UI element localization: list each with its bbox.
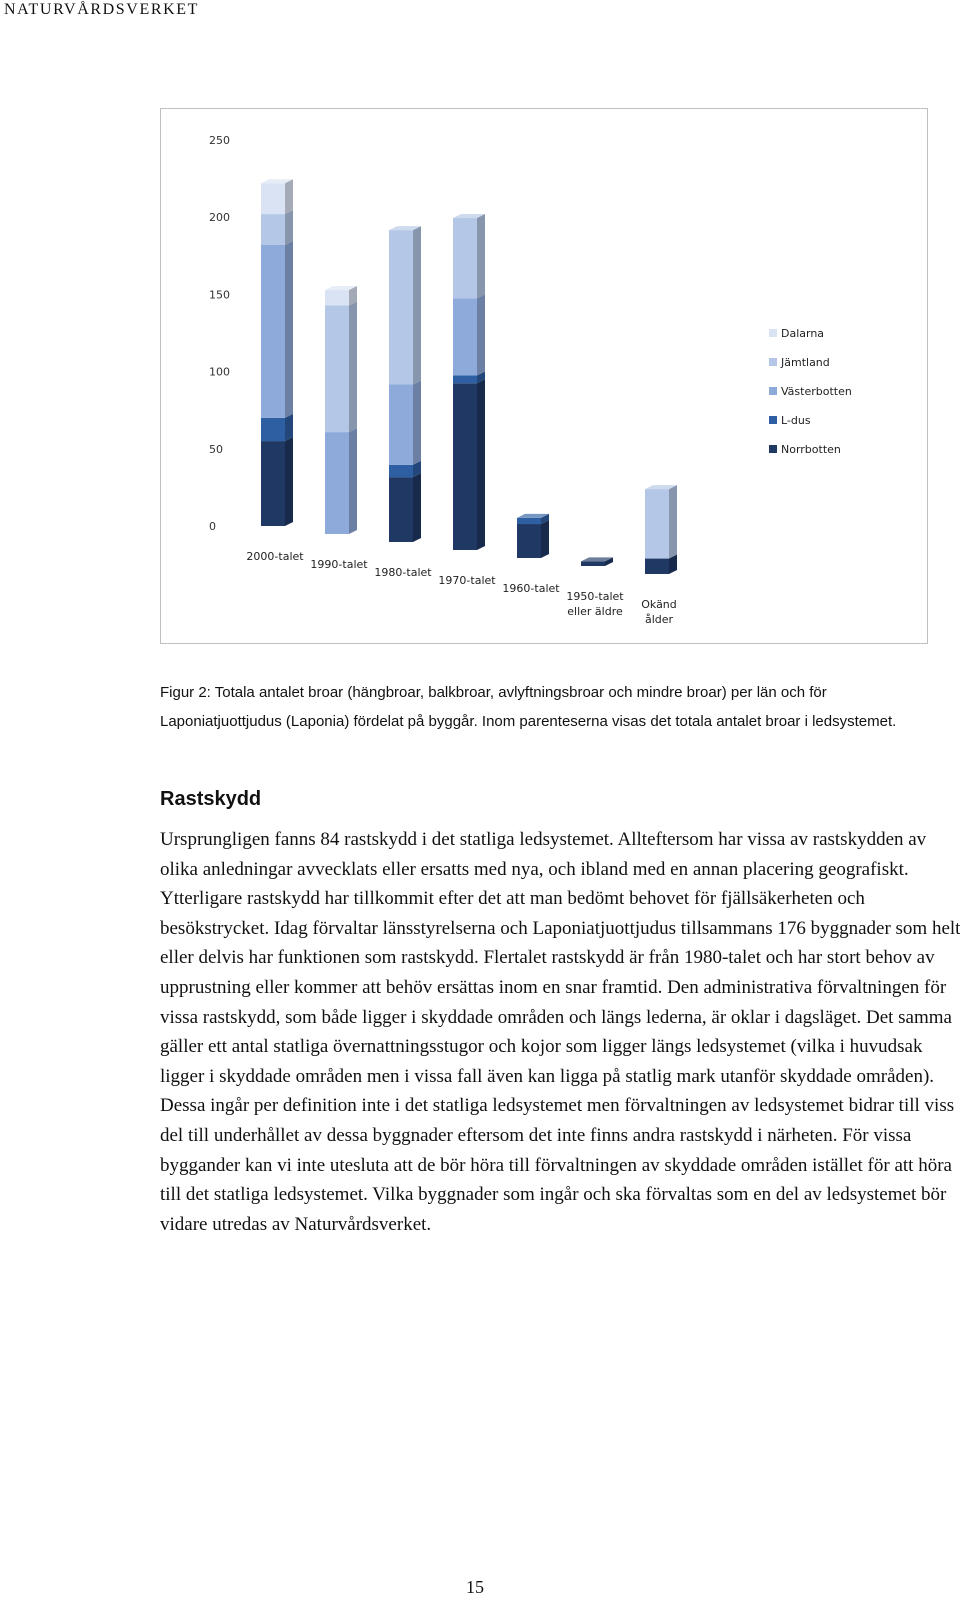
y-tick-label: 200 <box>209 211 230 225</box>
bar-segment <box>325 432 349 534</box>
y-tick-label: 50 <box>209 442 223 456</box>
bridge-age-chart <box>160 108 928 644</box>
bar-side <box>285 437 293 526</box>
bar-segment <box>517 518 541 524</box>
x-tick-label: ålder <box>644 613 674 626</box>
x-tick-label: 1980-talet <box>374 566 432 579</box>
bar-side <box>413 226 421 384</box>
bar-segment <box>453 376 477 384</box>
bar-side <box>413 381 421 465</box>
legend-swatch <box>769 329 777 337</box>
bar-side <box>349 301 357 432</box>
legend-label: Dalarna <box>781 327 825 340</box>
bar-side <box>285 241 293 418</box>
bar-segment <box>517 524 541 558</box>
bar-segment <box>261 441 285 526</box>
bar-segment <box>389 465 413 477</box>
x-tick-label: 2000-talet <box>246 550 304 563</box>
legend-swatch <box>769 358 777 366</box>
legend-label: Jämtland <box>781 356 830 369</box>
bar-side <box>669 485 677 558</box>
bar-side <box>349 428 357 534</box>
bar-side <box>541 520 549 558</box>
x-tick-label: eller äldre <box>567 605 623 618</box>
bar-segment <box>453 298 477 375</box>
legend-label: Norrbotten <box>781 443 841 456</box>
x-tick-label: 1950-talet <box>566 590 624 603</box>
bar-side <box>285 179 293 214</box>
bar-segment <box>389 230 413 384</box>
legend-swatch <box>769 387 777 395</box>
x-tick-label: 1990-talet <box>310 558 368 571</box>
bar-segment <box>453 218 477 298</box>
x-tick-label: 1970-talet <box>438 574 496 587</box>
bar-side <box>413 473 421 542</box>
chart-svg <box>161 109 927 643</box>
y-tick-label: 250 <box>209 134 230 147</box>
bar-side <box>477 294 485 375</box>
bar-segment <box>261 214 285 245</box>
bar-segment <box>325 290 349 305</box>
bar-segment <box>645 489 669 558</box>
document-header: NATURVÅRDSVERKET <box>4 1 199 18</box>
bar-side <box>285 414 293 441</box>
bar-segment <box>645 559 669 574</box>
bar-side <box>477 214 485 298</box>
bar-segment <box>389 385 413 465</box>
bar-segment <box>261 183 285 214</box>
bar-segment <box>453 383 477 550</box>
bar-segment <box>389 477 413 542</box>
legend-swatch <box>769 445 777 453</box>
legend-label: L-dus <box>781 414 811 427</box>
bar-segment <box>581 561 605 566</box>
bar-segment <box>261 418 285 441</box>
legend-swatch <box>769 416 777 424</box>
figure-caption: Figur 2: Totala antalet broar (hängbroar, balkbroar, avlyftningsbroar och mindre broar) per län och för Laponiatjuottjudus (Laponia) fördelat på byggår. Inom parenteserna visas det totala antalet broar i ledsystemet. <box>160 684 897 730</box>
bar-side <box>477 379 485 550</box>
y-tick-label: 0 <box>209 520 216 533</box>
bar-segment <box>261 245 285 418</box>
bar-side <box>285 210 293 245</box>
y-tick-label: 100 <box>209 365 230 379</box>
legend-label: Västerbotten <box>781 385 852 398</box>
bar-segment <box>325 305 349 432</box>
section-body: Ursprungligen fanns 84 rastskydd i det statliga ledsystemet. Allteftersom har vissa av rastskydden av olika anledningar avvecklats eller ersatts med nya, och ibland med en annan placering geografiskt. Ytterligare rastskydd har tillkommit efter det att man bedömt behovet för fjällsäkerheten och besökstrycket. Idag förvaltar länsstyrelserna och Laponiatjuottjudus tillsammans 176 byggnader som helt eller delvis har funktionen som rastskydd. Flertalet rastskydd är från 1980-talet och har stort behov av upprustning eller kommer att behöv ersättas inom en snar framtid. Den administrativa förvaltningen för vissa rastskydd, som både ligger i skyddade områden och längs lederna, är oklar i dagsläget. Det samma gäller ett antal statliga övernattningsstugor och kojor som ligger längs ledsystemet (vilka i huvudsak ligger i skyddade områden men i vissa fall även kan ligga på statlig mark utanför skyddade områden). Dessa ingår per definition inte i det statliga ledsystemet men förvaltningen av ledsystemet bidrar till viss del till underhållet av dessa byggnader eftersom det inte finns andra rastskydd i närheten. För vissa byggander kan vi inte utesluta att de bör höra till förvaltningen av skyddade områden istället för att höra till det statliga ledsystemet. Vilka byggnader som ingår och ska förvaltas som en del av ledsystemet bör vidare utredas av Naturvårdsverket. <box>160 829 960 1235</box>
section-heading: Rastskydd <box>160 788 262 810</box>
x-tick-label: 1960-talet <box>502 582 560 595</box>
y-tick-label: 150 <box>209 288 230 302</box>
x-tick-label: Okänd <box>641 598 677 611</box>
page-number: 15 <box>466 1577 484 1597</box>
